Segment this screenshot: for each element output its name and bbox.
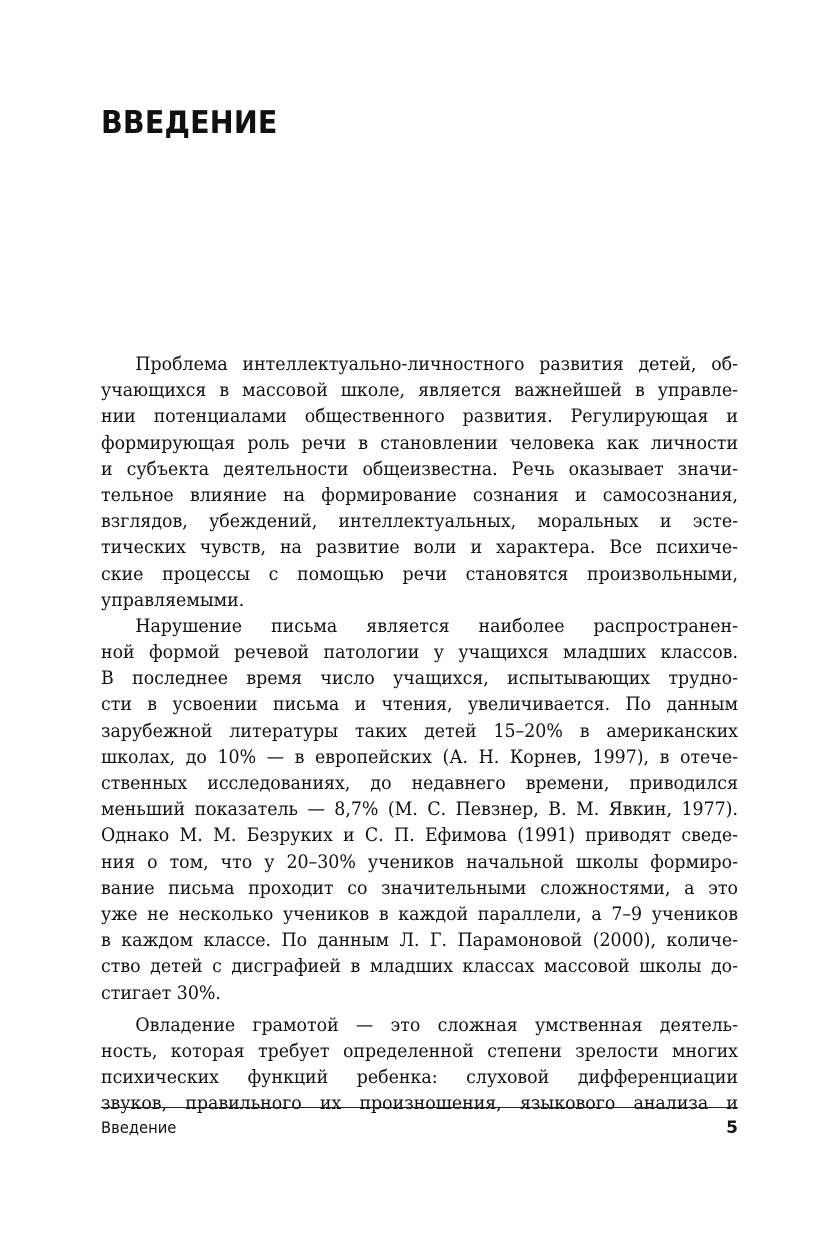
text-line: ские процессы с помощью речи становятся произвольными, (101, 563, 738, 585)
text-line: ния о том, что у 20–30% учеников начальной школы формиро- (101, 851, 738, 873)
text-line: Нарушение письма является наиболее распространен- (135, 615, 738, 637)
text-line: школах, до 10% — в европейских (А. Н. Корнев, 1997), в отече- (101, 746, 738, 768)
text-line: Однако М. М. Безруких и С. П. Ефимова (1991) приводят сведе- (101, 825, 738, 847)
text-line: формирующая роль речи в становлении человека как личности (101, 432, 738, 454)
paragraph-3 (101, 1013, 738, 1118)
running-footer-section: Введение (101, 1118, 177, 1137)
text-line: уже не несколько учеников в каждой параллели, а 7–9 учеников (101, 903, 738, 925)
text-line: в каждом классе. По данным Л. Г. Парамоновой (2000), количе- (101, 930, 738, 952)
footer-divider (101, 1107, 738, 1108)
text-line: нии потенциалами общественного развития. Регулирующая и (101, 406, 738, 428)
text-line: ность, которая требует определенной степени зрелости многих (101, 1040, 738, 1062)
body-text (101, 352, 738, 1117)
text-line: вание письма проходит со значительными сложностями, а это (101, 877, 738, 899)
text-line: взглядов, убеждений, интеллектуальных, моральных и эсте- (101, 511, 738, 533)
text-line: звуков, правильного их произношения, языкового анализа и (101, 1093, 738, 1115)
text-line: тических чувств, на развитие воли и характера. Все психиче- (101, 537, 738, 559)
text-line: и субъекта деятельности общеизвестна. Речь оказывает значи- (101, 458, 738, 480)
paragraph-2 (101, 614, 738, 1007)
text-line: Проблема интеллектуально-личностного развития детей, об- (135, 354, 738, 375)
text-line: стигает 30%. (101, 982, 221, 1004)
text-line: зарубежной литературы таких детей 15–20% в американских (101, 720, 738, 742)
text-line: тельное влияние на формирование сознания и самосознания, (101, 484, 738, 506)
text-line: В последнее время число учащихся, испытывающих трудно- (101, 668, 738, 690)
paragraph-1 (101, 352, 738, 614)
text-line: меньший показатель — 8,7% (М. С. Певзнер, В. М. Явкин, 1977). (101, 799, 738, 821)
text-line: учающихся в массовой школе, является важнейшей в управле- (101, 380, 738, 402)
chapter-title: ВВЕДЕНИЕ (101, 105, 278, 141)
text-line: сти в усвоении письма и чтения, увеличивается. По данным (101, 694, 738, 716)
text-line: ственных исследованиях, до недавнего времени, приводился (101, 773, 738, 794)
text-line: управляемыми. (101, 589, 245, 611)
text-line: психических функций ребенка: слуховой дифференциации (101, 1067, 738, 1089)
text-line: ство детей с дисграфией в младших классах массовой школы до- (101, 956, 738, 978)
text-line: Овладение грамотой — это сложная умственная деятель- (135, 1014, 738, 1036)
text-line: ной формой речевой патологии у учащихся младших классов. (101, 642, 738, 664)
page-number: 5 (726, 1118, 738, 1138)
